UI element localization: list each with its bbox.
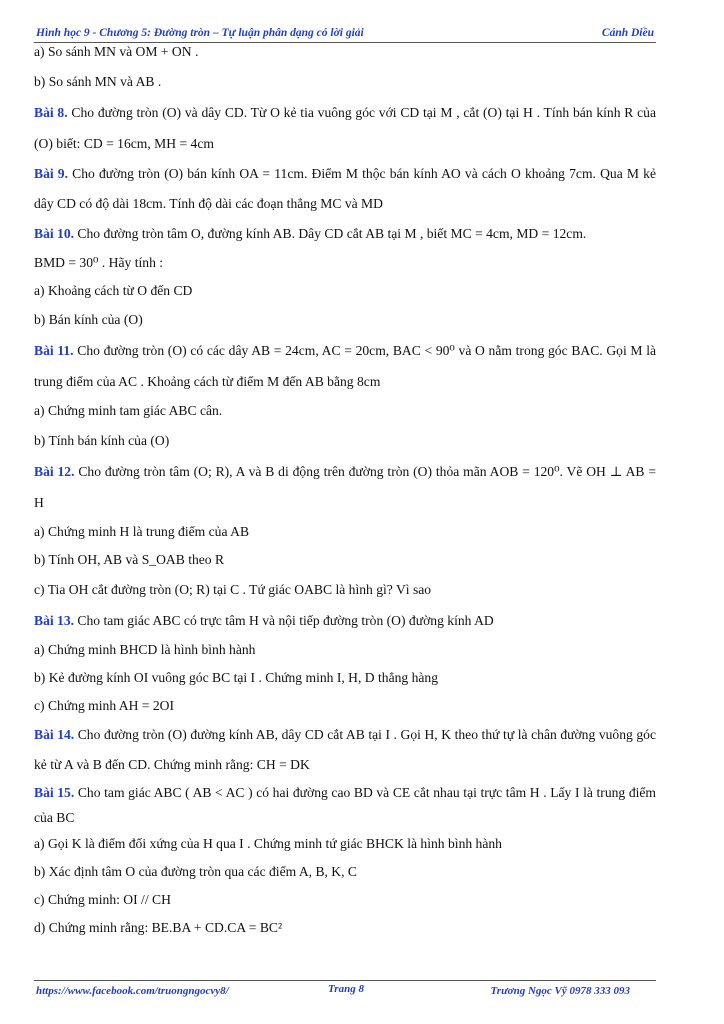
exercise-12: Bài 12. Cho đường tròn tâm (O; R), A và B di động trên đường tròn (O) thỏa mãn AOB = 120⁰. Vẽ OH ⊥ AB = H [34, 464, 656, 510]
exercise-9: Bài 9. Cho đường tròn (O) bán kính OA = 11cm. Điểm M thộc bán kính AO và cách O khoảng 7cm. Qua M kẻ dây CD có độ dài 18cm. Tính độ dài các đoạn thẳng MC và MD [34, 166, 657, 211]
exercise-15: Bài 15. Cho tam giác ABC ( AB < AC ) có hai đường cao BD và CE cắt nhau tại trực tâm H . Lấy I là trung điểm của BC [34, 785, 657, 825]
exercise-label: Bài 8. [34, 105, 68, 120]
header-book: Cánh Diều [601, 27, 654, 39]
exercise-8: Bài 8. Cho đường tròn (O) và dây CD. Từ O kẻ tia vuông góc với CD tại M , cắt (O) tại H . Tính bán kính R của (O) biết: CD = 16cm, MH = 4cm [34, 105, 656, 151]
line-22: b) Xác định tâm O của đường tròn qua các điểm A, B, K, C [34, 864, 357, 879]
line-13: b) Tính OH, AB và S_OAB theo R [34, 552, 225, 567]
exercise-label: Bài 14. [34, 727, 75, 742]
line-16: a) Chứng minh BHCD là hình bình hành [34, 642, 256, 657]
exercise-14: Bài 14. Cho đường tròn (O) đường kính AB, dây CD cắt AB tại I . Gọi H, K theo thứ tự là chân đường vuông góc kẻ từ A và B đến CD. Chứng minh rằng: CH = DK [34, 727, 656, 772]
exercise-11: Bài 11. Cho đường tròn (O) có các dây AB = 24cm, AC = 20cm, BAC < 90⁰ và O nằm trong góc BAC. Gọi M là trung điểm của AC . Khoảng cách từ điểm M đến AB bằng 8cm [34, 343, 657, 389]
exercise-label: Bài 12. [34, 464, 75, 479]
line-17: b) Kẻ đường kính OI vuông góc BC tại I . Chứng minh I, H, D thẳng hàng [34, 670, 439, 685]
exercise-label: Bài 13. [34, 613, 75, 628]
page-footer [34, 980, 656, 1003]
line-0: a) So sánh MN và OM + ON . [34, 44, 199, 59]
line-23: c) Chứng minh: OI // CH [34, 892, 171, 907]
line-7: b) Bán kính của (O) [34, 312, 143, 327]
exercise-13: Bài 13. Cho tam giác ABC có trực tâm H và nội tiếp đường tròn (O) đường kính AD [34, 613, 494, 628]
line-12: a) Chứng minh H là trung điểm của AB [34, 524, 250, 539]
exercise-label: Bài 9. [34, 166, 69, 181]
line-21: a) Gọi K là điểm đối xứng của H qua I . Chứng minh tứ giác BHCK là hình bình hành [34, 836, 502, 851]
line-1: b) So sánh MN và AB . [34, 74, 162, 89]
page-content [34, 38, 656, 942]
header-title: Hình học 9 - Chương 5: Đường tròn – Tự luận phân dạng có lời giải [36, 27, 364, 39]
exercise-label: Bài 10. [34, 226, 75, 241]
author-contact: Trương Ngọc Vỹ 0978 333 093 [490, 985, 630, 997]
exercise-label: Bài 15. [34, 785, 75, 800]
exercise-label: Bài 11. [34, 343, 74, 358]
line-14: c) Tia OH cắt đường tròn (O; R) tại C . Tứ giác OABC là hình gì? Vì sao [34, 582, 432, 597]
page-number: Trang 8 [328, 983, 364, 995]
line-5: BMD = 30⁰ . Hãy tính : [34, 255, 164, 270]
facebook-link[interactable]: https://www.facebook.com/truongngocvy8/ [36, 985, 229, 997]
line-9: a) Chứng minh tam giác ABC cân. [34, 403, 223, 418]
line-6: a) Khoảng cách từ O đến CD [34, 283, 193, 298]
exercise-10: Bài 10. Cho đường tròn tâm O, đường kính AB. Dây CD cắt AB tại M , biết MC = 4cm, MD = 12cm. [34, 226, 587, 241]
line-10: b) Tính bán kính của (O) [34, 433, 170, 448]
line-24: d) Chứng minh rằng: BE.BA + CD.CA = BC² [34, 920, 283, 935]
line-18: c) Chứng minh AH = 2OI [34, 698, 175, 713]
